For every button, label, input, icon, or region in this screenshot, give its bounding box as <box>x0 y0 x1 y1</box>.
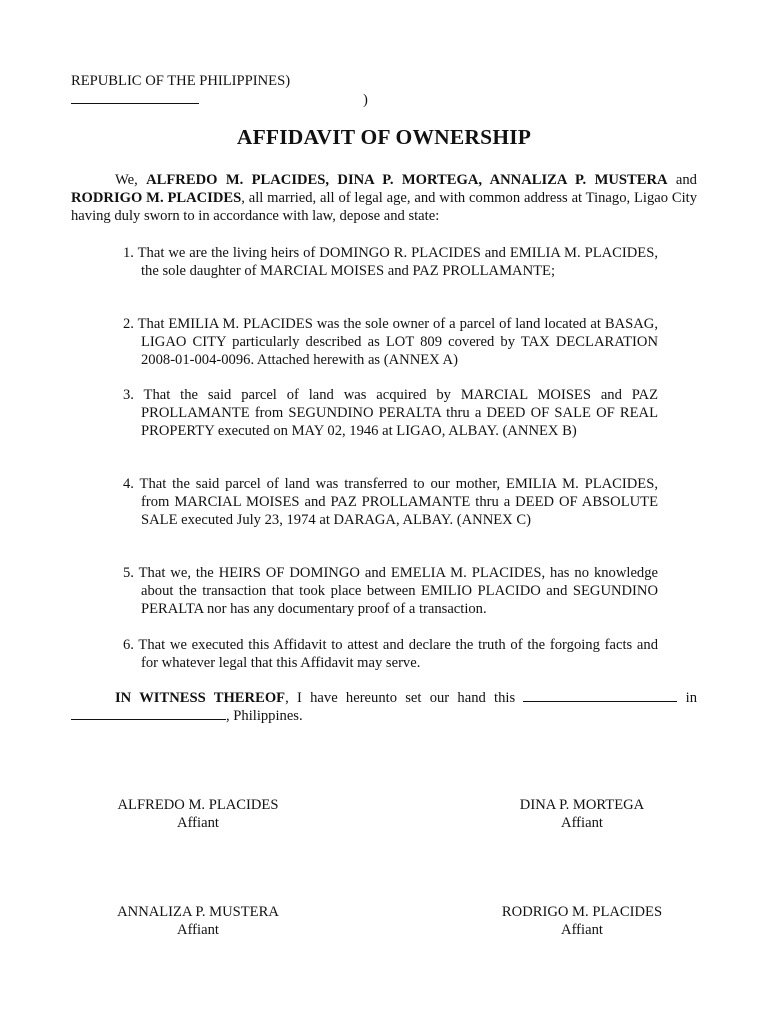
statement-1: 1. That we are the living heirs of DOMINGO R. PLACIDES and EMILIA M. PLACIDES, the sole daughter of MARCIAL MOISES and PAZ PROLLAMANTE; <box>123 245 658 279</box>
place-blank <box>71 707 226 720</box>
venue-caption-line2 <box>71 91 371 109</box>
signatory-role: Affiant <box>177 922 219 938</box>
signatory-name: ANNALIZA P. MUSTERA <box>117 904 279 920</box>
witness-text-1: , I have hereunto set our hand this <box>285 690 524 706</box>
witness-text-2: in <box>677 690 698 706</box>
intro-we: We, <box>115 172 147 188</box>
witness-paragraph <box>71 689 697 725</box>
signature-block-1 <box>68 796 328 832</box>
statement-2: 2. That EMILIA M. PLACIDES was the sole owner of a parcel of land located at BASAG, LIGAO CITY particularly described as LOT 809 covered by TAX DECLARATION 2008-01-004-0096. Attached herewith as (ANNEX A) <box>123 316 658 368</box>
statement-5: 5. That we, the HEIRS OF DOMINGO and EMELIA M. PLACIDES, has no knowledge about the transaction that took place between EMILIO PLACIDO and SEGUNDINO PERALTA nor has any documentary proof of a transaction. <box>123 565 658 617</box>
signatory-name: ALFREDO M. PLACIDES <box>117 797 279 813</box>
signatory-role: Affiant <box>177 815 219 831</box>
signatory-name: DINA P. MORTEGA <box>519 797 645 813</box>
signature-block-3 <box>68 903 328 939</box>
intro-paragraph <box>71 171 697 225</box>
intro-and: and <box>667 172 697 188</box>
venue-paren: ) <box>363 92 368 108</box>
date-blank <box>523 689 677 702</box>
venue-caption-line1 <box>71 72 290 90</box>
signatory-role: Affiant <box>561 922 603 938</box>
signatory-role: Affiant <box>561 815 603 831</box>
venue-city-blank <box>71 91 199 104</box>
statement-6: 6. That we executed this Affidavit to attest and declare the truth of the forgoing facts and for whatever legal that this Affidavit may serve. <box>123 637 658 671</box>
document-title: AFFIDAVIT OF OWNERSHIP <box>236 125 532 149</box>
intro-rest: , all married, all of legal age, and with common address at Tinago, Ligao City having duly sworn to in accordance with law, depose and state: <box>71 190 697 224</box>
venue-country: REPUBLIC OF THE PHILIPPINES) <box>71 73 291 89</box>
witness-lead: IN WITNESS THEREOF <box>115 690 286 706</box>
statement-3: 3. That the said parcel of land was acquired by MARCIAL MOISES and PAZ PROLLAMANTE from SEGUNDINO PERALTA thru a DEED OF SALE OF REAL PROPERTY executed on MAY 02, 1946 at LIGAO, ALBAY. (ANNEX B) <box>123 387 658 439</box>
statement-4: 4. That the said parcel of land was transferred to our mother, EMILIA M. PLACIDES, from MARCIAL MOISES and PAZ PROLLAMANTE thru a DEED OF ABSOLUTE SALE executed July 23, 1974 at DARAGA, ALBAY. (ANNEX C) <box>123 476 658 528</box>
signature-block-2 <box>452 796 712 832</box>
signature-block-4 <box>452 903 712 939</box>
affiant-names: ALFREDO M. PLACIDES, DINA P. MORTEGA, ANNALIZA P. MUSTERA <box>146 172 668 188</box>
signatory-name: RODRIGO M. PLACIDES <box>501 904 663 920</box>
affiant-last-name: RODRIGO M. PLACIDES <box>71 190 242 206</box>
witness-text-3: , Philippines. <box>226 708 303 724</box>
